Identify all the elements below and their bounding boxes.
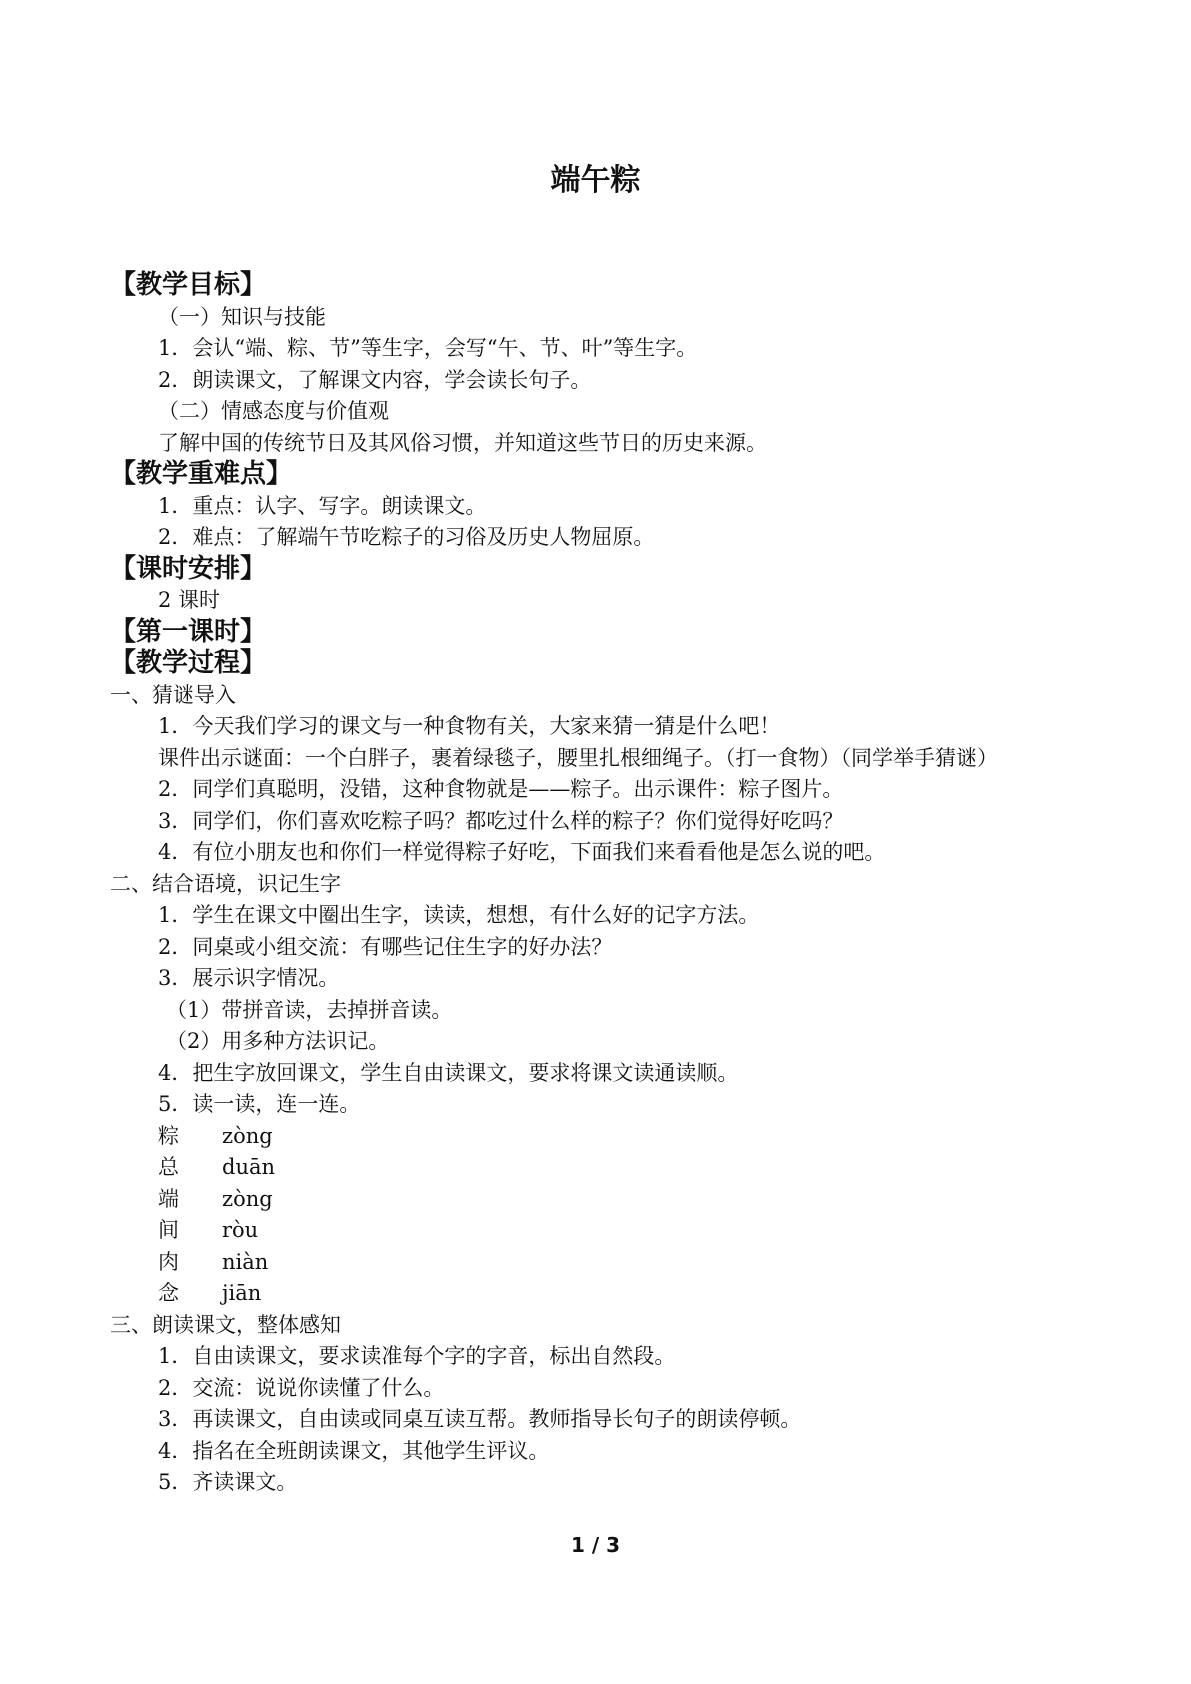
goals-item-1: 1．会认“端、粽、节”等生字，会写“午、节、叶”等生字。 [158, 336, 698, 360]
part3-heading: 三、朗读课文，整体感知 [110, 1312, 341, 1337]
pinyin: duān [222, 1155, 276, 1179]
part1-item-1: 1．今天我们学习的课文与一种食物有关，大家来猜一猜是什么吧！ [158, 714, 781, 738]
pinyin-row [110, 1215, 1090, 1247]
time-item: 2 课时 [158, 588, 221, 612]
key-item-2: 2．难点：了解端午节吃粽子的习俗及历史人物屈原。 [158, 525, 655, 549]
hanzi: 端 [158, 1186, 179, 1211]
hanzi: 粽 [158, 1123, 179, 1148]
part2-item-7: 5．读一读，连一连。 [158, 1092, 361, 1116]
hanzi: 念 [158, 1281, 179, 1305]
part2-item-4: （1）带拼音读，去掉拼音读。 [166, 997, 453, 1022]
goals-item-2: 2．朗读课文，了解课文内容，学会读长句子。 [158, 367, 592, 392]
pinyin: jiān [222, 1281, 262, 1305]
goals-item-3: 了解中国的传统节日及其风俗习惯，并知道这些节日的历史来源。 [158, 430, 767, 455]
goals-heading: 【教学目标】 [110, 270, 267, 300]
pinyin: zòng [222, 1123, 273, 1148]
part2-item-1: 1．学生在课文中圈出生字，读读，想想，有什么好的记字方法。 [158, 903, 760, 927]
pinyin-row [110, 1121, 1090, 1153]
part3-item-2: 2．交流：说说你读懂了什么。 [158, 1375, 445, 1400]
part2-heading: 二、结合语境，识记生字 [110, 871, 341, 896]
part2-item-6: 4．把生字放回课文，学生自由读课文，要求将课文读通读顺。 [158, 1060, 739, 1085]
hanzi: 总 [158, 1155, 179, 1179]
pinyin-match-list [110, 1121, 1090, 1310]
pinyin: ròu [222, 1218, 259, 1242]
key-item-1: 1．重点：认字、写字。朗读课文。 [158, 493, 487, 518]
page-number: 1 / 3 [570, 1533, 621, 1557]
part2-item-5: （2）用多种方法识记。 [166, 1029, 390, 1053]
time-heading: 【课时安排】 [110, 553, 267, 584]
part2-item-3: 3．展示识字情况。 [158, 966, 340, 990]
process-heading: 【教学过程】 [110, 648, 267, 678]
pinyin: zòng [222, 1186, 273, 1211]
part1-heading: 一、猜谜导入 [110, 682, 236, 707]
part1-item-2: 课件出示谜面：一个白胖子，裹着绿毯子，腰里扎根细绳子。（打一食物）（同学举手猜谜） [158, 745, 998, 770]
part3-item-5: 5．齐读课文。 [158, 1470, 298, 1494]
pinyin: niàn [222, 1249, 269, 1274]
pinyin-row [110, 1247, 1090, 1279]
goals-subheading-1: （一）知识与技能 [158, 304, 326, 329]
part1-item-5: 4．有位小朋友也和你们一样觉得粽子好吃，下面我们来看看他是怎么说的吧。 [158, 840, 886, 864]
key-heading: 【教学重难点】 [110, 459, 293, 489]
part1-item-3: 2．同学们真聪明，没错，这种食物就是——粽子。出示课件：粽子图片。 [158, 777, 844, 801]
part3-item-4: 4．指名在全班朗读课文，其他学生评议。 [158, 1438, 550, 1463]
part3-item-1: 1．自由读课文，要求读准每个字的字音，标出自然段。 [158, 1344, 676, 1368]
lesson1-heading: 【第一课时】 [110, 616, 267, 647]
hanzi: 肉 [158, 1249, 179, 1274]
goals-subheading-2: （二）情感态度与价值观 [158, 399, 389, 423]
document-body [110, 270, 1090, 1499]
part1-item-4: 3．同学们，你们喜欢吃粽子吗？都吃过什么样的粽子？你们觉得好吃吗？ [158, 808, 844, 833]
pinyin-row [110, 1152, 1090, 1184]
part2-item-2: 2．同桌或小组交流：有哪些记住生字的好办法？ [158, 934, 613, 959]
part3-item-3: 3．再读课文，自由读或同桌互读互帮。教师指导长句子的朗读停顿。 [158, 1407, 802, 1431]
document-title: 端午粽 [550, 163, 641, 198]
hanzi: 间 [158, 1218, 179, 1242]
pinyin-row [110, 1278, 1090, 1310]
pinyin-row [110, 1184, 1090, 1216]
